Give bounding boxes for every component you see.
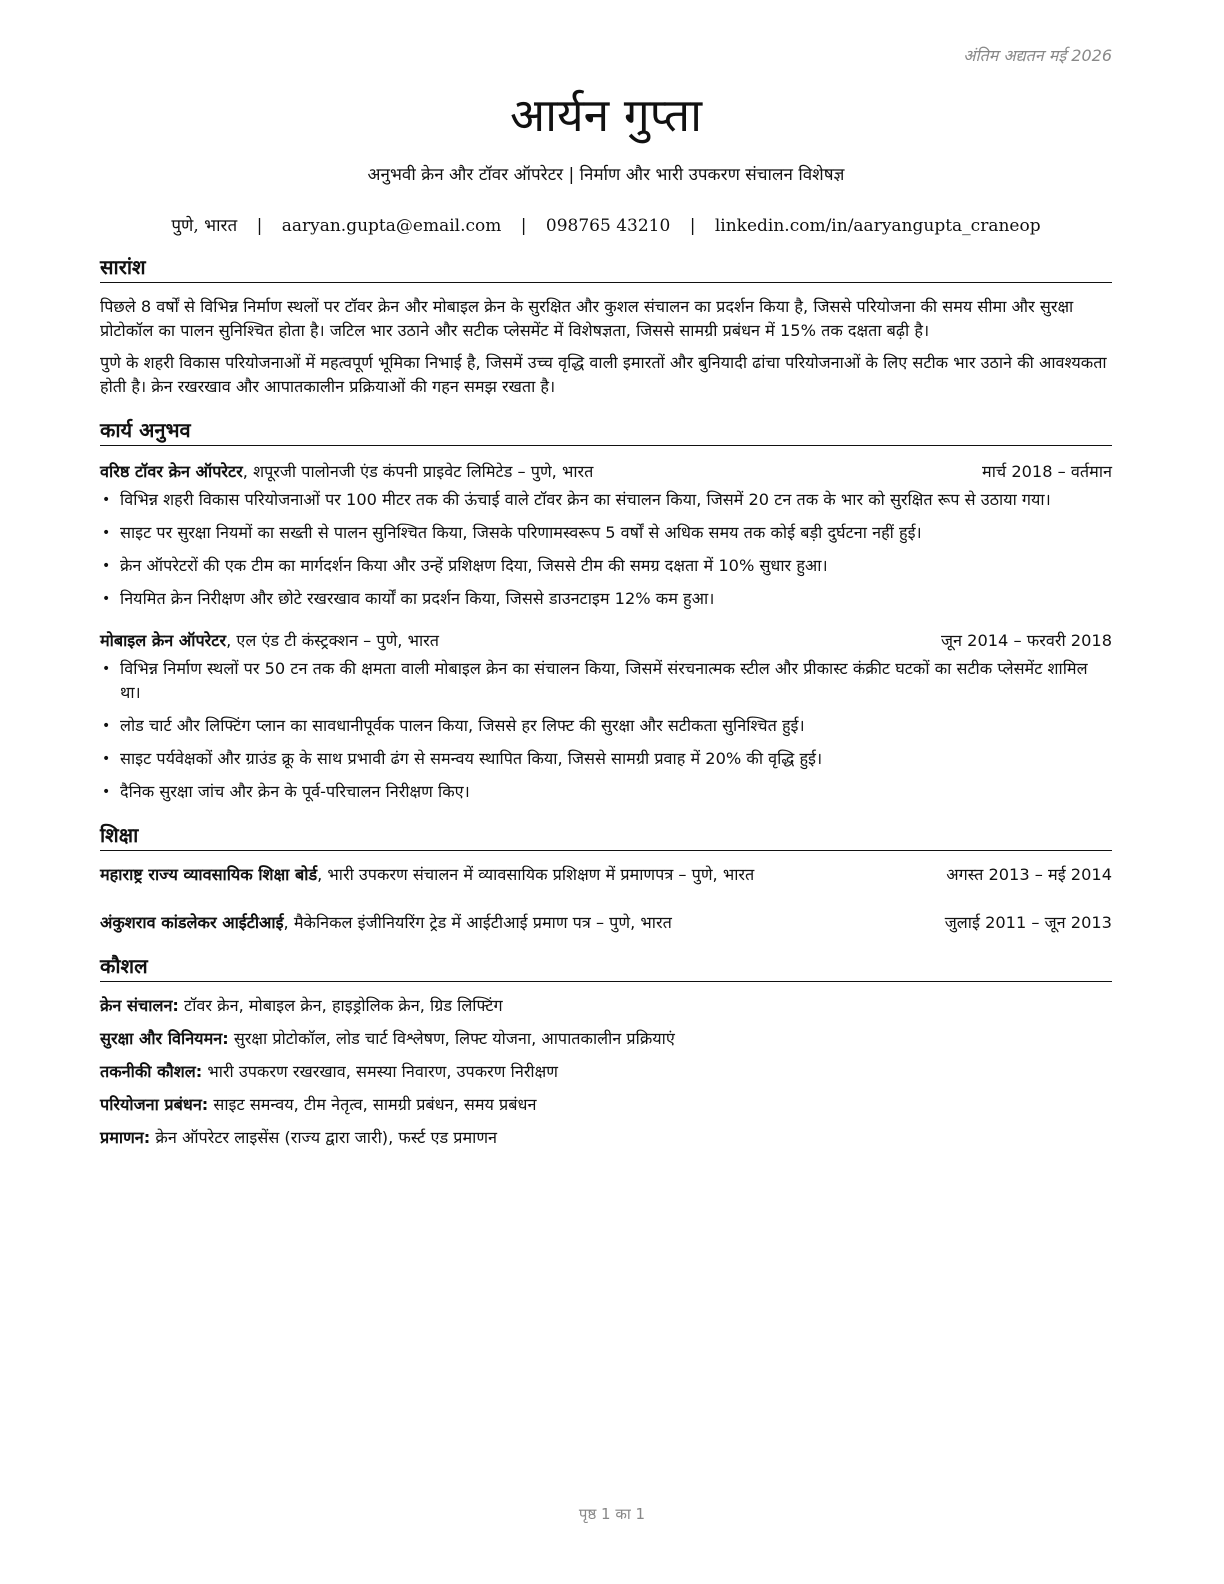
bullet-text: नियमित क्रेन निरीक्षण और छोटे रखरखाव कार्यों का प्रदर्शन किया, जिससे डाउनटाइम 12% कम हुआ। (120, 589, 715, 608)
bullet-glyph: • (102, 784, 111, 800)
bullet-text: साइट पर सुरक्षा नियमों का सख्ती से पालन सुनिश्चित किया, जिसके परिणामस्वरूप 5 वर्षों से अधिक समय तक कोई बड़ी दुर्घटना नहीं हुई। (120, 523, 922, 542)
contact-separator: | (689, 216, 696, 236)
bullet-item (102, 780, 1112, 804)
bullet-glyph: • (102, 718, 111, 734)
contact-separator: | (256, 216, 263, 236)
candidate-name: आर्यन गुप्ता (509, 88, 703, 142)
resume-page (100, 82, 1112, 1159)
bullet-glyph: • (102, 492, 111, 508)
skills-heading: कौशल (100, 953, 1112, 982)
bullet-item (102, 657, 1112, 705)
skill-value: साइट समन्वय, टीम नेतृत्व, सामग्री प्रबंधन, समय प्रबंधन (208, 1095, 537, 1114)
contact-location: पुणे, भारत (171, 216, 238, 236)
skill-value: क्रेन ऑपरेटर लाइसेंस (राज्य द्वारा जारी), फर्स्ट एड प्रमाणन (150, 1128, 498, 1147)
job-organization: , शपूरजी पालोनजी एंड कंपनी प्राइवेट लिमिटेड – पुणे, भारत (242, 462, 594, 481)
bullet-item (102, 714, 1112, 738)
bullet-text: विभिन्न शहरी विकास परियोजनाओं पर 100 मीटर तक की ऊंचाई वाले टॉवर क्रेन का संचालन किया, जिसमें 20 टन तक के भार को सुरक्षित रूप से उठाया गया। (120, 490, 1051, 509)
skill-label: प्रमाणन: (100, 1128, 151, 1147)
education-institution: अंकुशराव कांडलेकर आईटीआई (100, 913, 284, 932)
summary-section (100, 254, 1112, 399)
summary-heading: सारांश (100, 254, 1112, 283)
summary-paragraph: पिछले 8 वर्षों से विभिन्न निर्माण स्थलों पर टॉवर क्रेन और मोबाइल क्रेन के सुरक्षित और कुशल संचालन का प्रदर्शन किया है, जिससे परियोजना की समय सीमा और सुरक्षा प्रोटोकॉल का पालन सुनिश्चित होता है। जटिल भार उठाने और सटीक प्लेसमेंट में विशेषज्ञता, जिससे सामग्री प्रबंधन में 15% तक दक्षता बढ़ी है। (100, 297, 1074, 340)
skill-item (100, 994, 1112, 1018)
bullet-text: साइट पर्यवेक्षकों और ग्राउंड क्रू के साथ प्रभावी ढंग से समन्वय स्थापित किया, जिससे सामग्री प्रवाह में 20% की वृद्धि हुई। (120, 749, 823, 768)
bullet-glyph: • (102, 558, 111, 574)
education-entry (100, 863, 1112, 887)
candidate-tagline: अनुभवी क्रेन और टॉवर ऑपरेटर | निर्माण और भारी उपकरण संचालन विशेषज्ञ (367, 165, 845, 185)
page-number: पृष्ठ 1 का 1 (578, 1505, 646, 1523)
bullet-glyph: • (102, 591, 111, 607)
experience-heading: कार्य अनुभव (100, 417, 1112, 446)
bullet-text: लोड चार्ट और लिफ्टिंग प्लान का सावधानीपूर्वक पालन किया, जिससे हर लिफ्ट की सुरक्षा और सटीकता सुनिश्चित हुई। (120, 716, 805, 735)
bullet-item (102, 554, 1112, 578)
skill-item (100, 1093, 1112, 1117)
education-detail: , मैकेनिकल इंजीनियरिंग ट्रेड में आईटीआई प्रमाण पत्र – पुणे, भारत (283, 913, 672, 932)
job-dates: जून 2014 – फरवरी 2018 (941, 631, 1112, 650)
bullet-glyph: • (102, 751, 111, 767)
education-detail: , भारी उपकरण संचालन में व्यावसायिक प्रशिक्षण में प्रमाणपत्र – पुणे, भारत (317, 865, 755, 884)
education-dates: अगस्त 2013 – मई 2014 (946, 865, 1112, 884)
job-role: वरिष्ठ टॉवर क्रेन ऑपरेटर (100, 462, 243, 481)
education-section (100, 822, 1112, 935)
job-header (100, 629, 1112, 653)
contact-separator: | (520, 216, 527, 236)
skill-value: भारी उपकरण रखरखाव, समस्या निवारण, उपकरण निरीक्षण (202, 1062, 558, 1081)
bullet-glyph: • (102, 525, 111, 541)
skill-value: सुरक्षा प्रोटोकॉल, लोड चार्ट विश्लेषण, लिफ्ट योजना, आपातकालीन प्रक्रियाएं (228, 1029, 675, 1048)
job-title-line (100, 629, 439, 653)
summary-paragraph: पुणे के शहरी विकास परियोजनाओं में महत्वपूर्ण भूमिका निभाई है, जिसमें उच्च वृद्धि वाली इमारतों और बुनियादी ढांचा परियोजनाओं के लिए सटीक भार उठाने की आवश्यकता होती है। क्रेन रखरखाव और आपातकालीन प्रक्रियाओं की गहन समझ रखता है। (100, 353, 1107, 396)
bullet-text: दैनिक सुरक्षा जांच और क्रेन के पूर्व-परिचालन निरीक्षण किए। (120, 782, 470, 801)
bullet-item (102, 747, 1112, 771)
contact-linkedin[interactable]: linkedin.com/in/aaryangupta_craneop (714, 216, 1041, 236)
bullet-text: विभिन्न निर्माण स्थलों पर 50 टन तक की क्षमता वाली मोबाइल क्रेन का संचालन किया, जिसमें संरचनात्मक स्टील और प्रीकास्ट कंक्रीट घटकों का सटीक प्लेसमेंट शामिल था। (120, 659, 1088, 702)
education-title-line (100, 911, 672, 935)
skill-label: परियोजना प्रबंधन: (100, 1095, 209, 1114)
skill-item (100, 1126, 1112, 1150)
skills-section (100, 953, 1112, 1150)
experience-section (100, 417, 1112, 804)
education-heading: शिक्षा (100, 822, 1112, 851)
contact-phone: 098765 43210 (545, 216, 671, 236)
bullet-item (102, 488, 1112, 512)
contact-email[interactable]: aaryan.gupta@email.com (281, 216, 502, 236)
bullet-item (102, 521, 1112, 545)
education-title-line (100, 863, 754, 887)
skill-label: सुरक्षा और विनियमन: (100, 1029, 229, 1048)
skills-list (100, 994, 1112, 1150)
job-role: मोबाइल क्रेन ऑपरेटर (100, 631, 227, 650)
job-entry (100, 629, 1112, 804)
job-bullets (100, 488, 1112, 611)
job-entry (100, 460, 1112, 611)
education-institution: महाराष्ट्र राज्य व्यावसायिक शिक्षा बोर्ड (100, 865, 318, 884)
job-organization: , एल एंड टी कंस्ट्रक्शन – पुणे, भारत (226, 631, 440, 650)
education-dates: जुलाई 2011 – जून 2013 (944, 913, 1112, 932)
job-bullets (100, 657, 1112, 804)
education-entry (100, 911, 1112, 935)
skill-value: टॉवर क्रेन, मोबाइल क्रेन, हाइड्रोलिक क्रेन, ग्रिड लिफ्टिंग (178, 996, 503, 1015)
job-header (100, 460, 1112, 484)
bullet-text: क्रेन ऑपरेटरों की एक टीम का मार्गदर्शन किया और उन्हें प्रशिक्षण दिया, जिससे टीम की समग्र दक्षता में 10% सुधार हुआ। (120, 556, 828, 575)
skill-label: तकनीकी कौशल: (100, 1062, 203, 1081)
job-title-line (100, 460, 593, 484)
skill-item (100, 1027, 1112, 1051)
contact-line (100, 213, 1112, 236)
skill-label: क्रेन संचालन: (100, 996, 179, 1015)
bullet-item (102, 587, 1112, 611)
skill-item (100, 1060, 1112, 1084)
job-dates: मार्च 2018 – वर्तमान (982, 462, 1112, 481)
bullet-glyph: • (102, 661, 111, 677)
last-updated-note: अंतिम अद्यतन मई 2026 (963, 46, 1112, 65)
